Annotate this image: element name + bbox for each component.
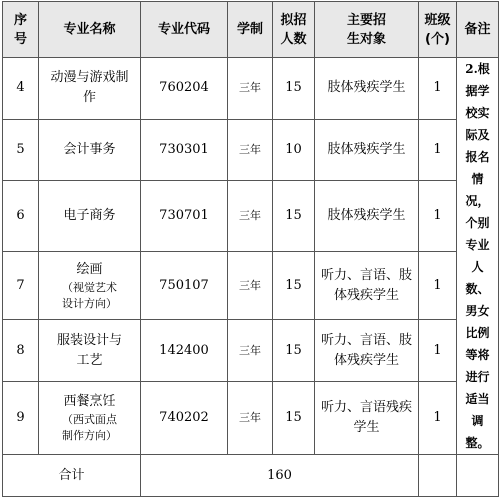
total-value: 160 [141, 455, 419, 497]
header-seq: 序 号 [3, 2, 39, 58]
header-duration: 学制 [228, 2, 273, 58]
header-target: 主要招 生对象 [315, 2, 419, 58]
row-plan: 15 [273, 181, 315, 252]
row-duration: 三年 [228, 320, 273, 382]
total-label: 合计 [3, 455, 141, 497]
row-target: 听力、言语、肢 体残疾学生 [315, 251, 419, 319]
row-major-code: 760204 [141, 58, 228, 120]
table-row [3, 58, 499, 120]
row-duration: 三年 [228, 58, 273, 120]
total-row [3, 455, 499, 497]
row-major-code: 142400 [141, 320, 228, 382]
row-major-code: 740202 [141, 381, 228, 454]
row-seq: 6 [3, 181, 39, 252]
row-target: 肢体残疾学生 [315, 119, 419, 181]
row-major-name [39, 381, 141, 454]
row-major-name [39, 251, 141, 319]
header-remarks: 备注 [457, 2, 499, 58]
row-major-name: 会计事务 [39, 119, 141, 181]
row-plan: 10 [273, 119, 315, 181]
row-seq: 4 [3, 58, 39, 120]
row-target: 肢体残疾学生 [315, 181, 419, 252]
header-classes: 班级 (个) [419, 2, 457, 58]
row-seq: 7 [3, 251, 39, 319]
row-classes: 1 [419, 58, 457, 120]
table-row [3, 320, 499, 382]
row-target: 听力、言语、肢 体残疾学生 [315, 320, 419, 382]
major-name-direction: （视觉艺术 设计方向） [62, 280, 117, 310]
row-classes: 1 [419, 251, 457, 319]
header-major-name: 专业名称 [39, 2, 141, 58]
row-classes: 1 [419, 381, 457, 454]
header-row [3, 2, 499, 58]
remarks-note: 2.根据学 校实际及 报名情 况，个别 专业人 数、男女 比例等将 进行适当 调整。 [457, 58, 499, 455]
row-plan: 15 [273, 251, 315, 319]
major-name-main: 绘画 [76, 261, 103, 277]
row-classes: 1 [419, 320, 457, 382]
row-major-name: 电子商务 [39, 181, 141, 252]
table-row [3, 119, 499, 181]
row-seq: 5 [3, 119, 39, 181]
enrollment-table [2, 1, 499, 497]
row-classes: 1 [419, 119, 457, 181]
table-row [3, 381, 499, 454]
row-duration: 三年 [228, 251, 273, 319]
table-row [3, 251, 499, 319]
row-major-code: 750107 [141, 251, 228, 319]
major-name-main: 西餐烹饪 [63, 393, 116, 409]
row-target: 肢体残疾学生 [315, 58, 419, 120]
row-major-name: 服装设计与 工艺 [39, 320, 141, 382]
row-target: 听力、言语残疾 学生 [315, 381, 419, 454]
row-plan: 15 [273, 58, 315, 120]
header-major-code: 专业代码 [141, 2, 228, 58]
row-seq: 8 [3, 320, 39, 382]
table-row [3, 181, 499, 252]
row-classes: 1 [419, 181, 457, 252]
row-plan: 15 [273, 320, 315, 382]
header-plan: 拟招 人数 [273, 2, 315, 58]
row-major-name: 动漫与游戏制 作 [39, 58, 141, 120]
row-plan: 15 [273, 381, 315, 454]
row-seq: 9 [3, 381, 39, 454]
row-duration: 三年 [228, 381, 273, 454]
total-classes-empty [419, 455, 457, 497]
major-name-direction: （西式面点 制作方向） [62, 412, 117, 442]
row-duration: 三年 [228, 181, 273, 252]
row-duration: 三年 [228, 119, 273, 181]
row-major-code: 730301 [141, 119, 228, 181]
row-major-code: 730701 [141, 181, 228, 252]
total-remarks-empty [457, 455, 499, 497]
